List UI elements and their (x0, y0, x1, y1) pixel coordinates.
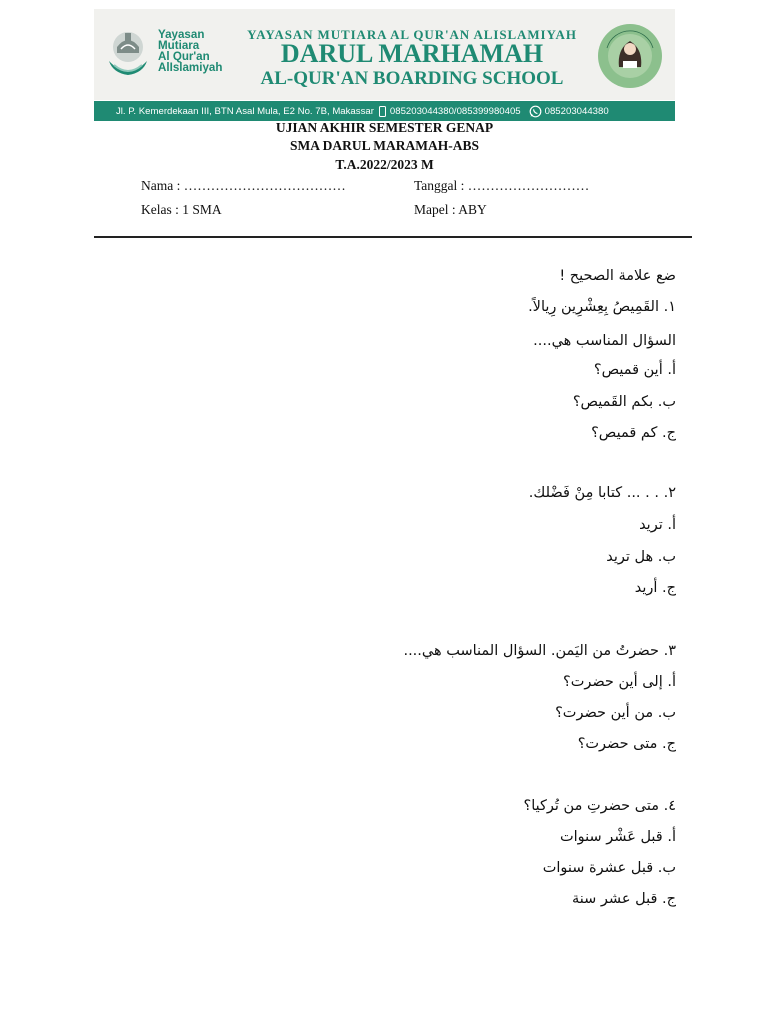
question-3-stem: ٣. حضرتُ من اليَمن. السؤال المناسب هي.... (403, 643, 676, 659)
question-2-option-c: ج. أريد (634, 580, 676, 596)
question-2-stem: ٢. . . ... كتابا مِنْ فَضْلك. (528, 485, 676, 501)
question-4-option-a: أ. قبل عَشْر سنوات (559, 829, 676, 845)
contact-bar (94, 101, 675, 121)
question-2-option-b: ب. هل تريد (606, 549, 676, 565)
question-4-option-b: ب. قبل عشرة سنوات (542, 860, 676, 876)
foundation-name: Yayasan Mutiara Al Qur'an AlIslamiyah (158, 28, 223, 74)
mosque-logo-icon (105, 27, 151, 79)
whatsapp-icon (529, 105, 542, 118)
school-subtitle: AL-QUR'AN BOARDING SCHOOL (260, 68, 564, 89)
address-text: Jl. P. Kemerdekaan III, BTN Asal Mula, E2 No. 7B, Makassar (116, 105, 374, 117)
date-field: Tanggal : ……………………… (414, 178, 590, 193)
question-1-sub: السؤال المناسب هي.... (533, 333, 676, 349)
school-name: DARUL MARHAMAH (280, 39, 544, 68)
class-field: Kelas : 1 SMA (141, 202, 222, 217)
question-3-option-a: أ. إلى أين حضرت؟ (563, 674, 676, 690)
organization-name: YAYASAN MUTIARA AL QUR'AN ALISLAMIYAH (247, 27, 577, 42)
question-1-option-b: ب. بكم القَميص؟ (572, 394, 676, 410)
instruction-text: ضع علامة الصحيح ! (559, 268, 676, 284)
question-2-option-a: أ. تريد (639, 517, 676, 533)
whatsapp-text: 085203044380 (544, 105, 609, 117)
letterhead-banner (94, 9, 675, 100)
question-4-stem: ٤. متى حضرتِ من تُركيا؟ (523, 798, 676, 814)
exam-title-line1: UJIAN AKHIR SEMESTER GENAP (275, 120, 494, 135)
subject-field: Mapel : ABY (414, 202, 487, 217)
exam-title-line2: SMA DARUL MARAMAH-ABS (290, 138, 479, 153)
phone-icon (379, 106, 386, 117)
school-seal-icon (597, 23, 663, 89)
question-1-option-a: أ. أين قميص؟ (593, 362, 676, 378)
question-3-option-c: ج. متى حضرت؟ (577, 736, 676, 752)
phone-text: 085203044380/085399980405 (389, 105, 521, 117)
question-3-option-b: ب. من أين حضرت؟ (555, 705, 676, 721)
name-field: Nama : ……………………………… (141, 178, 346, 193)
question-1-option-c: ج. كم قميص؟ (591, 425, 676, 441)
question-4-option-c: ج. قبل عشر سنة (572, 891, 676, 907)
letterhead (94, 9, 675, 121)
question-1-stem: ١. القَمِيصُ بِعِشْرِين رِيالاً. (528, 299, 676, 315)
exam-title-line3: T.A.2022/2023 M (335, 157, 434, 172)
header-divider (94, 236, 692, 238)
